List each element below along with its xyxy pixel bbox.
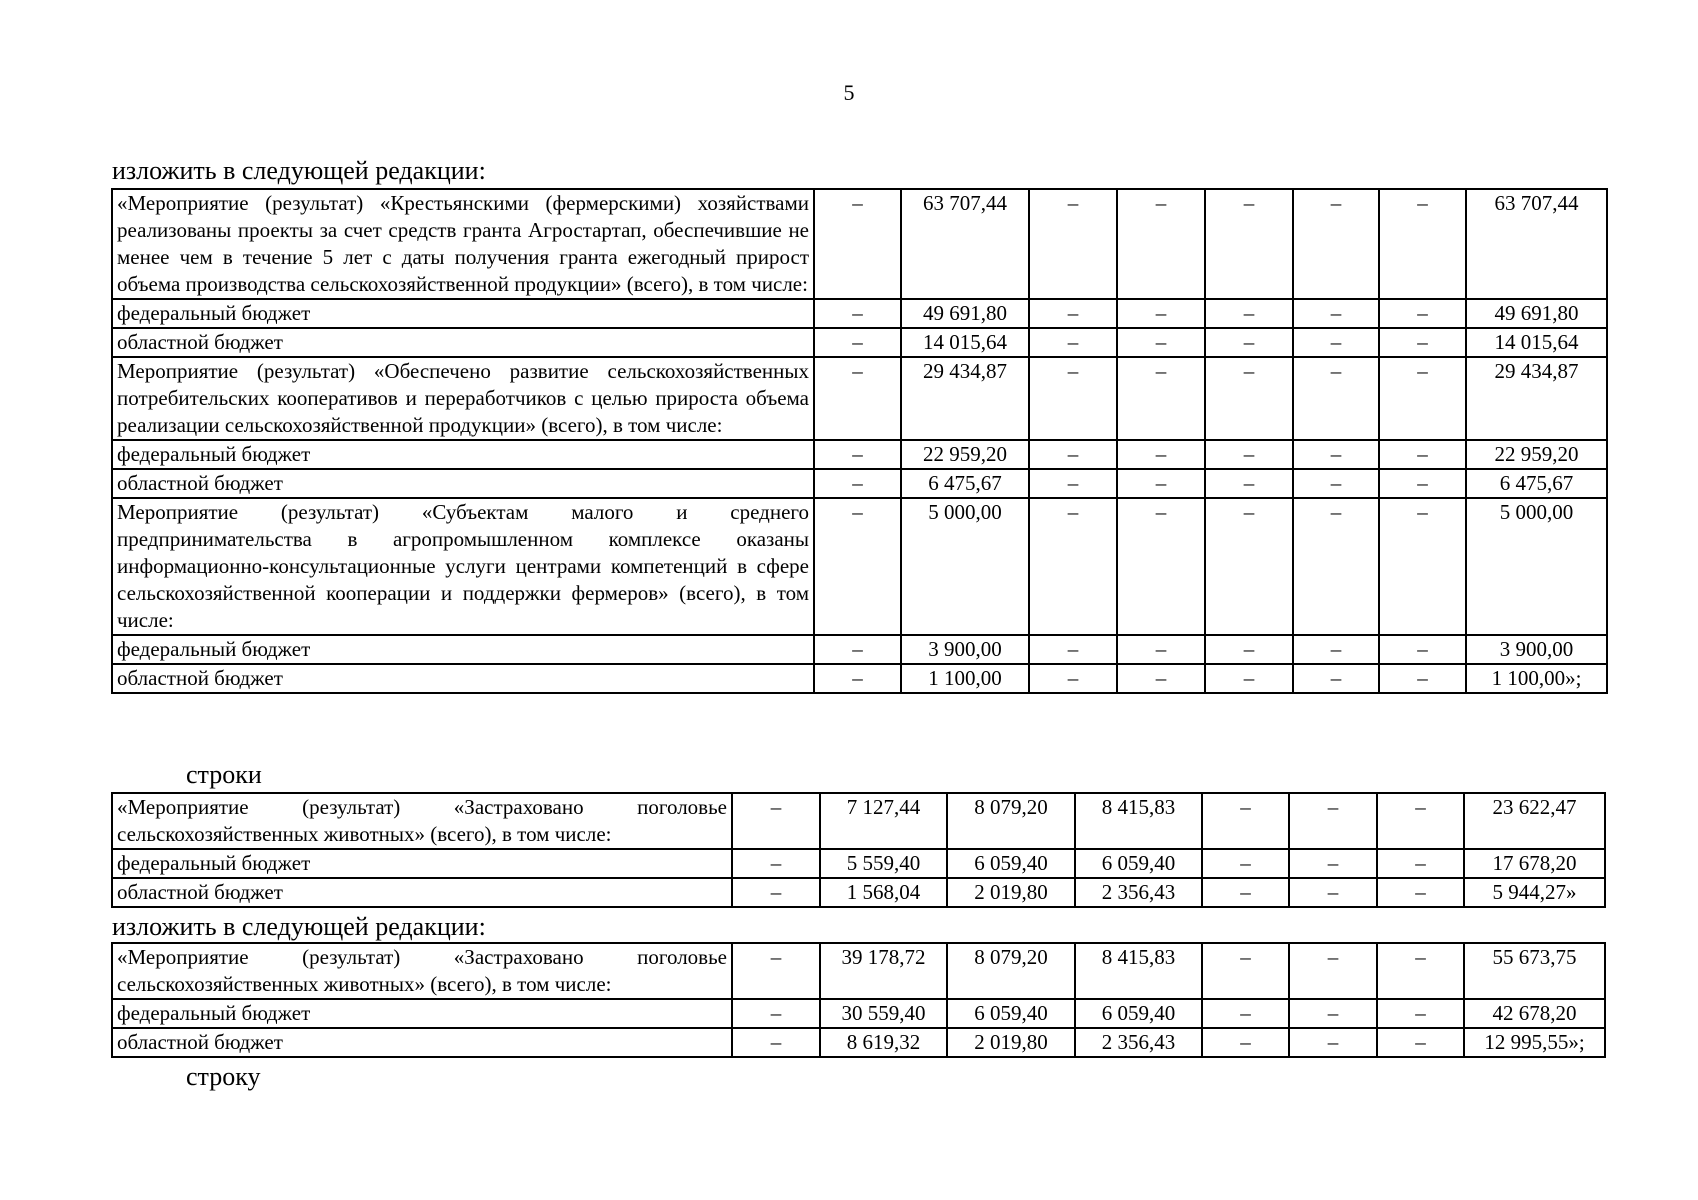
cell-c2: 1 568,04 [820,878,947,907]
row-label: федеральный бюджет [112,999,732,1028]
cell-c3: 6 059,40 [947,999,1075,1028]
table-row [112,357,1607,440]
cell-c1: – [814,469,901,498]
cell-c6: – [1293,664,1379,693]
row-label: «Мероприятие (результат) «Застраховано поголовье сельскохозяйственных животных» (всего), в том числе: [112,793,732,849]
cell-c5: – [1202,999,1289,1028]
cell-c3: – [1029,469,1117,498]
cell-c1: – [814,440,901,469]
cell-c6: – [1289,1028,1377,1057]
cell-c4: – [1117,498,1205,635]
row-label: Мероприятие (результат) «Обеспечено развитие сельскохозяйственных потребительских кооперативов и переработчиков с целью прироста объема реализации сельскохозяйственной продукции» (всего), в том числе: [112,357,814,440]
cell-total: 42 678,20 [1464,999,1605,1028]
cell-c4: – [1117,440,1205,469]
cell-total: 23 622,47 [1464,793,1605,849]
cell-c5: – [1202,1028,1289,1057]
cell-c1: – [732,849,820,878]
cell-c4: – [1117,664,1205,693]
table-row [112,793,1605,849]
cell-c4: 8 415,83 [1075,793,1202,849]
cell-c6: – [1293,328,1379,357]
cell-c1: – [814,498,901,635]
cell-c6: – [1293,498,1379,635]
cell-c3: 6 059,40 [947,849,1075,878]
cell-c2: 29 434,87 [901,357,1029,440]
row-label: федеральный бюджет [112,299,814,328]
cell-c2: 30 559,40 [820,999,947,1028]
cell-c6: – [1289,793,1377,849]
budget-table-1 [111,188,1608,694]
table-row [112,999,1605,1028]
cell-c1: – [732,878,820,907]
cell-c2: 5 000,00 [901,498,1029,635]
cell-total: 22 959,20 [1466,440,1607,469]
cell-c5: – [1205,664,1293,693]
cell-c4: 8 415,83 [1075,943,1202,999]
cell-c7: – [1379,440,1466,469]
cell-c3: – [1029,328,1117,357]
cell-c2: 7 127,44 [820,793,947,849]
cell-c7: – [1379,664,1466,693]
cell-c6: – [1289,849,1377,878]
table-row [112,469,1607,498]
cell-c3: – [1029,299,1117,328]
row-label: областной бюджет [112,469,814,498]
cell-c4: 2 356,43 [1075,878,1202,907]
cell-c7: – [1379,469,1466,498]
cell-c6: – [1289,999,1377,1028]
cell-total: 6 475,67 [1466,469,1607,498]
cell-c2: 6 475,67 [901,469,1029,498]
table-row [112,1028,1605,1057]
cell-c3: – [1029,498,1117,635]
cell-c2: 8 619,32 [820,1028,947,1057]
cell-c7: – [1379,498,1466,635]
row-label: федеральный бюджет [112,440,814,469]
cell-c5: – [1205,357,1293,440]
cell-c7: – [1379,299,1466,328]
cell-c6: – [1289,878,1377,907]
heading-row: строку [186,1062,261,1091]
cell-c6: – [1293,189,1379,299]
cell-c4: 2 356,43 [1075,1028,1202,1057]
cell-c5: – [1202,943,1289,999]
cell-c1: – [814,664,901,693]
cell-c7: – [1377,999,1464,1028]
cell-total: 3 900,00 [1466,635,1607,664]
cell-c3: – [1029,635,1117,664]
cell-c1: – [732,793,820,849]
cell-c4: – [1117,357,1205,440]
cell-total: 63 707,44 [1466,189,1607,299]
cell-c6: – [1293,299,1379,328]
cell-total: 49 691,80 [1466,299,1607,328]
cell-c7: – [1377,943,1464,999]
cell-c5: – [1205,635,1293,664]
cell-c4: 6 059,40 [1075,999,1202,1028]
cell-c1: – [814,189,901,299]
cell-c3: – [1029,189,1117,299]
cell-c7: – [1377,878,1464,907]
cell-total: 55 673,75 [1464,943,1605,999]
cell-c2: 39 178,72 [820,943,947,999]
table-row [112,189,1607,299]
cell-c1: – [732,999,820,1028]
table-row [112,328,1607,357]
cell-c6: – [1293,440,1379,469]
cell-c4: – [1117,328,1205,357]
cell-total: 1 100,00»; [1466,664,1607,693]
cell-c7: – [1377,1028,1464,1057]
cell-c6: – [1293,357,1379,440]
cell-c6: – [1289,943,1377,999]
heading-new-edition-2: изложить в следующей редакции: [112,912,486,941]
cell-c3: – [1029,440,1117,469]
cell-c5: – [1205,328,1293,357]
cell-total: 29 434,87 [1466,357,1607,440]
cell-c4: 6 059,40 [1075,849,1202,878]
row-label: Мероприятие (результат) «Субъектам малого и среднего предпринимательства в агропромышленном комплексе оказаны информационно-консультационные услуги центрами компетенций в сфере сельскохозяйственной кооперации и поддержки фермеров» (всего), в том числе: [112,498,814,635]
cell-c4: – [1117,299,1205,328]
cell-c3: 2 019,80 [947,1028,1075,1057]
cell-c2: 1 100,00 [901,664,1029,693]
cell-c2: 14 015,64 [901,328,1029,357]
table-row [112,299,1607,328]
cell-c5: – [1205,440,1293,469]
row-label: федеральный бюджет [112,849,732,878]
row-label: «Мероприятие (результат) «Крестьянскими (фермерскими) хозяйствами реализованы проекты за счет средств гранта Агростартап, обеспечившие не менее чем в течение 5 лет с даты получения гранта ежегодный прирост объема производства сельскохозяйственной продукции» (всего), в том числе: [112,189,814,299]
cell-c7: – [1377,793,1464,849]
page-number: 5 [843,80,855,105]
cell-c1: – [814,328,901,357]
table-row [112,664,1607,693]
cell-total: 14 015,64 [1466,328,1607,357]
row-label: областной бюджет [112,878,732,907]
cell-c2: 5 559,40 [820,849,947,878]
cell-c7: – [1379,635,1466,664]
cell-c5: – [1205,189,1293,299]
table-row [112,943,1605,999]
cell-c6: – [1293,635,1379,664]
cell-total: 17 678,20 [1464,849,1605,878]
cell-c5: – [1205,299,1293,328]
row-label: федеральный бюджет [112,635,814,664]
heading-rows: строки [186,760,262,789]
cell-c5: – [1202,793,1289,849]
cell-c5: – [1205,469,1293,498]
row-label: областной бюджет [112,664,814,693]
table-row [112,498,1607,635]
cell-c7: – [1379,357,1466,440]
cell-c3: – [1029,664,1117,693]
cell-c7: – [1377,849,1464,878]
cell-c2: 3 900,00 [901,635,1029,664]
cell-c3: – [1029,357,1117,440]
table-row [112,849,1605,878]
cell-c7: – [1379,328,1466,357]
cell-c2: 22 959,20 [901,440,1029,469]
table-row [112,878,1605,907]
cell-c3: 2 019,80 [947,878,1075,907]
cell-c2: 63 707,44 [901,189,1029,299]
cell-c5: – [1202,849,1289,878]
cell-c5: – [1205,498,1293,635]
cell-c1: – [732,1028,820,1057]
cell-c1: – [814,299,901,328]
cell-total: 5 000,00 [1466,498,1607,635]
table-row [112,635,1607,664]
cell-c3: 8 079,20 [947,793,1075,849]
cell-total: 5 944,27» [1464,878,1605,907]
cell-c1: – [732,943,820,999]
cell-c3: 8 079,20 [947,943,1075,999]
cell-c1: – [814,635,901,664]
cell-total: 12 995,55»; [1464,1028,1605,1057]
cell-c4: – [1117,469,1205,498]
row-label: областной бюджет [112,328,814,357]
cell-c5: – [1202,878,1289,907]
heading-new-edition-1: изложить в следующей редакции: [112,156,486,185]
cell-c6: – [1293,469,1379,498]
cell-c1: – [814,357,901,440]
cell-c4: – [1117,635,1205,664]
budget-table-2 [111,792,1606,908]
row-label: «Мероприятие (результат) «Застраховано поголовье сельскохозяйственных животных» (всего), в том числе: [112,943,732,999]
cell-c7: – [1379,189,1466,299]
row-label: областной бюджет [112,1028,732,1057]
budget-table-3 [111,942,1606,1058]
table-row [112,440,1607,469]
cell-c2: 49 691,80 [901,299,1029,328]
cell-c4: – [1117,189,1205,299]
